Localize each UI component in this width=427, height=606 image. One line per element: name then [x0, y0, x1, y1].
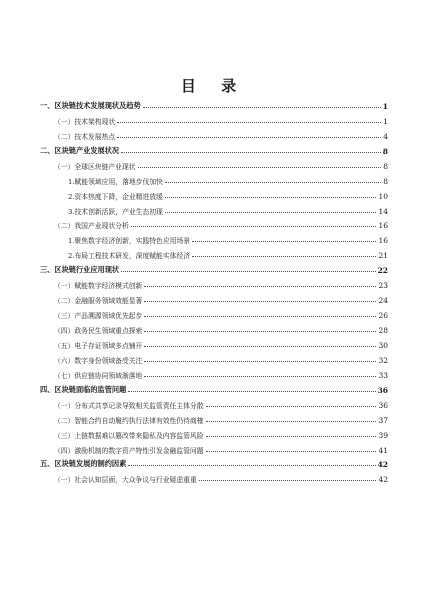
toc-entry-page: 16 — [378, 236, 388, 246]
toc-entry[interactable] — [40, 275, 388, 290]
toc-leader-dots — [165, 182, 381, 183]
toc-entry-page: 23 — [378, 281, 388, 291]
toc-entry-label: （二）我国产业现状分析 — [54, 222, 129, 231]
toc-entry-page: 39 — [378, 430, 388, 440]
toc-entry-page: 36 — [377, 385, 388, 395]
toc-entry-label: 2.资本热度下降，企业精进放缓 — [68, 192, 163, 201]
toc-leader-dots — [144, 361, 376, 362]
toc-entry-page: 26 — [378, 311, 388, 321]
toc-entry[interactable] — [40, 260, 388, 275]
toc-entry-page: 4 — [383, 131, 388, 141]
toc-entry-label: （六）数字身份领域备受关注 — [54, 356, 143, 365]
toc-leader-dots — [128, 465, 375, 466]
toc-entry-page: 41 — [378, 445, 388, 455]
toc-entry[interactable] — [40, 230, 388, 245]
toc-entry[interactable] — [40, 440, 388, 455]
toc-entry[interactable] — [40, 141, 388, 156]
toc-leader-dots — [206, 421, 377, 422]
toc-entry[interactable] — [40, 96, 388, 111]
toc-leader-dots — [144, 301, 376, 302]
toc-entry-page: 1 — [382, 101, 388, 111]
toc-entry[interactable] — [40, 350, 388, 365]
toc-leader-dots — [144, 316, 376, 317]
toc-entry-label: （一）全球区块链产业现状 — [54, 162, 136, 171]
toc-entry-page: 28 — [378, 326, 388, 335]
toc-leader-dots — [206, 406, 377, 407]
toc-leader-dots — [192, 256, 376, 257]
toc-entry[interactable] — [40, 469, 388, 484]
toc-leader-dots — [206, 451, 377, 452]
toc-entry[interactable] — [40, 156, 388, 171]
toc-entry-page: 42 — [377, 460, 388, 470]
toc-entry-label: （二）金融服务领域效能显著 — [54, 297, 143, 306]
table-of-contents — [40, 96, 388, 484]
toc-entry[interactable] — [40, 365, 388, 380]
toc-leader-dots — [117, 137, 381, 138]
toc-entry-page: 36 — [378, 400, 388, 410]
toc-entry[interactable] — [40, 425, 388, 440]
toc-leader-dots — [128, 391, 375, 392]
toc-entry-label: 3.技术创新活跃，产业生态初现 — [68, 207, 163, 216]
toc-entry-label: 四、区块链面临的监管问题 — [40, 384, 127, 394]
toc-entry-label: 五、区块链发展的制约因素 — [40, 459, 127, 469]
toc-entry-page: 1 — [383, 116, 388, 126]
toc-entry[interactable] — [40, 290, 388, 305]
toc-leader-dots — [121, 271, 375, 272]
toc-entry-label: （二）技术发展热点 — [54, 132, 116, 141]
toc-entry-label: 1.聚焦数字经济创新，实践特色应用场景 — [68, 237, 191, 246]
toc-leader-dots — [138, 167, 382, 168]
toc-entry-label: 三、区块链行业应用现状 — [40, 265, 120, 275]
toc-entry-page: 8 — [383, 176, 388, 186]
toc-leader-dots — [117, 122, 381, 123]
toc-entry[interactable] — [40, 335, 388, 350]
toc-leader-dots — [144, 346, 376, 347]
toc-leader-dots — [144, 286, 376, 287]
toc-entry-label: （三）上链数据难以篡改带来隐私及内容监管风险 — [54, 431, 204, 440]
toc-entry[interactable] — [40, 380, 388, 395]
toc-entry[interactable] — [40, 320, 388, 335]
toc-entry[interactable] — [40, 455, 388, 470]
toc-entry-label: （五）电子存证领域多点铺开 — [54, 341, 143, 350]
toc-leader-dots — [144, 331, 376, 332]
toc-leader-dots — [165, 212, 377, 213]
toc-entry[interactable] — [40, 410, 388, 425]
toc-entry-page: 42 — [378, 475, 388, 485]
toc-entry-label: 1.赋能领域应用，落地步伐加快 — [68, 177, 163, 186]
toc-entry[interactable] — [40, 171, 388, 186]
toc-entry[interactable] — [40, 305, 388, 320]
page-title: 目 录 — [180, 77, 247, 95]
toc-entry[interactable] — [40, 395, 388, 410]
toc-leader-dots — [131, 226, 377, 227]
toc-entry[interactable] — [40, 245, 388, 260]
toc-entry-label: （七）供应链协同领域渐落地 — [54, 371, 143, 380]
toc-entry-page: 10 — [378, 191, 388, 201]
toc-entry-page: 32 — [378, 355, 388, 365]
toc-entry-page: 37 — [378, 415, 388, 425]
toc-entry-label: 一、区块链技术发展现状及趋势 — [40, 100, 141, 110]
toc-entry-label: （一）赋能数字经济模式创新 — [54, 282, 143, 291]
toc-entry-page: 21 — [378, 251, 388, 261]
toc-entry[interactable] — [40, 126, 388, 141]
toc-entry-label: （四）政务民生领域重点探索 — [54, 327, 143, 335]
toc-leader-dots — [143, 107, 381, 108]
toc-entry-page: 30 — [378, 340, 388, 350]
toc-leader-dots — [144, 376, 376, 377]
toc-leader-dots — [192, 241, 376, 242]
toc-entry-page: 14 — [378, 206, 388, 216]
toc-entry-label: 2.布局工程技术研发，深度赋能实体经济 — [68, 252, 191, 261]
toc-leader-dots — [199, 480, 377, 481]
toc-entry-page: 22 — [377, 266, 388, 276]
toc-leader-dots — [121, 152, 381, 153]
toc-leader-dots — [165, 197, 377, 198]
toc-entry-label: （四）激励机制的数字资产特性引发金融监管问题 — [54, 446, 204, 455]
toc-entry-label: （一）技术架构现状 — [54, 117, 116, 126]
toc-entry[interactable] — [40, 216, 388, 231]
toc-entry-label: （二）智能合约自动履约执行法律有效性仍待商榷 — [54, 416, 204, 425]
toc-leader-dots — [206, 436, 377, 437]
toc-entry-page: 33 — [378, 370, 388, 380]
toc-entry[interactable] — [40, 111, 388, 126]
toc-entry-page: 8 — [383, 161, 388, 171]
toc-entry-label: （三）产品溯源领域优先起步 — [54, 312, 143, 321]
toc-entry-label: （一）社会认知层面，大众争议与行业疑虑重重 — [54, 476, 197, 485]
toc-entry-page: 8 — [382, 146, 388, 156]
toc-entry-page: 24 — [378, 296, 388, 306]
toc-entry-label: 二、区块链产业发展状况 — [40, 145, 120, 155]
toc-entry-label: （一）分布式共享记录导致相关监管责任主体分散 — [54, 401, 204, 410]
toc-entry[interactable] — [40, 201, 388, 216]
toc-entry-page: 16 — [378, 221, 388, 231]
toc-entry[interactable] — [40, 186, 388, 201]
